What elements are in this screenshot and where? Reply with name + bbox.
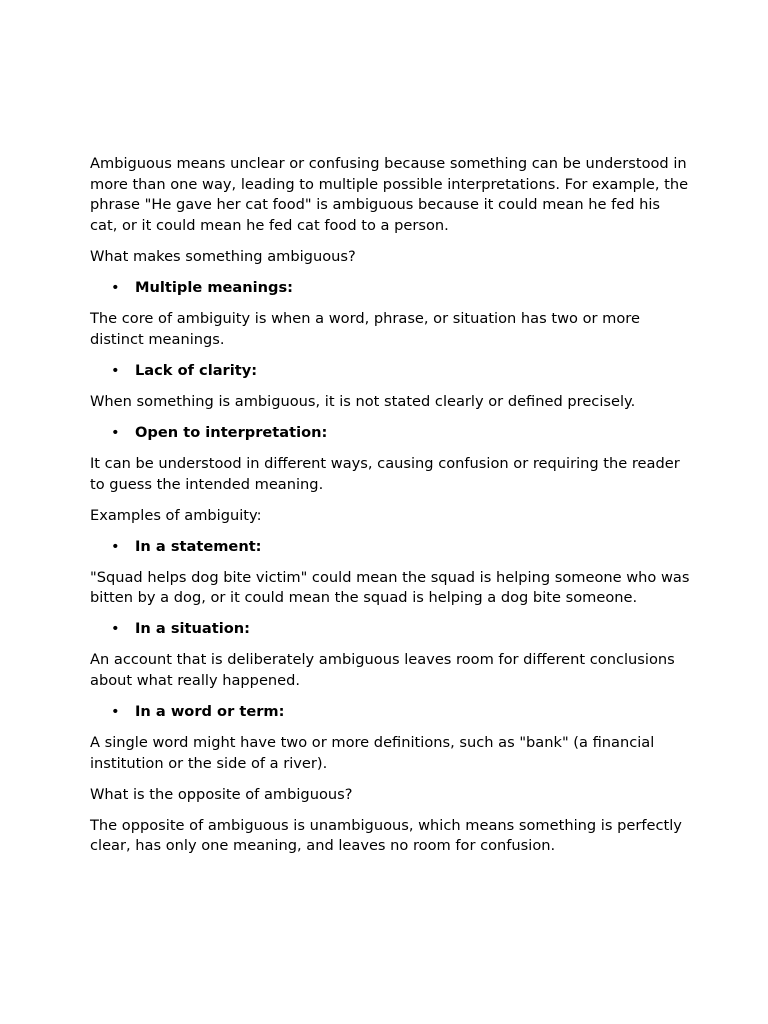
bullet-item-in-statement bbox=[90, 537, 690, 558]
bullet-icon: • bbox=[111, 537, 120, 555]
word-term-paragraph: A single word might have two or more definitions, such as "bank" (a financial institution or the side of a river). bbox=[90, 733, 655, 772]
bullet-label: Multiple meanings: bbox=[135, 279, 294, 297]
what-makes-heading: What makes something ambiguous? bbox=[90, 248, 356, 266]
opposite-heading: What is the opposite of ambiguous? bbox=[90, 785, 353, 803]
bullet-icon: • bbox=[111, 279, 120, 297]
bullet-label: In a statement: bbox=[135, 537, 262, 555]
bullet-item-in-word-term bbox=[90, 702, 690, 723]
bullet-list bbox=[90, 361, 690, 382]
bullet-label: In a situation: bbox=[135, 620, 250, 638]
bullet-list bbox=[90, 619, 690, 640]
bullet-list bbox=[90, 278, 690, 299]
document-body bbox=[90, 154, 690, 867]
bullet-label: Lack of clarity: bbox=[135, 361, 258, 379]
bullet-item-lack-of-clarity bbox=[90, 361, 690, 382]
multiple-meanings-paragraph: The core of ambiguity is when a word, phrase, or situation has two or more distinct meanings. bbox=[90, 310, 640, 348]
examples-heading: Examples of ambiguity: bbox=[90, 506, 262, 524]
bullet-icon: • bbox=[111, 620, 120, 638]
bullet-icon: • bbox=[111, 361, 120, 379]
bullet-icon: • bbox=[111, 702, 120, 720]
bullet-item-multiple-meanings bbox=[90, 278, 690, 299]
intro-paragraph: Ambiguous means unclear or confusing because something can be understood in more than one way, leading to multiple possible interpretations. For example, the phrase "He gave her cat food" is ambiguous because it could mean he fed his cat, or it could mean he fed cat food to a person. bbox=[90, 155, 689, 235]
statement-paragraph: "Squad helps dog bite victim" could mean the squad is helping someone who was bitten by a dog, or it could mean the squad is helping a dog bite someone. bbox=[90, 568, 690, 607]
situation-paragraph: An account that is deliberately ambiguous leaves room for different conclusions about what really happened. bbox=[90, 651, 675, 689]
bullet-icon: • bbox=[111, 423, 120, 441]
bullet-list bbox=[90, 702, 690, 723]
bullet-item-open-interpretation bbox=[90, 423, 690, 444]
lack-of-clarity-paragraph: When something is ambiguous, it is not stated clearly or defined precisely. bbox=[90, 392, 636, 410]
bullet-list bbox=[90, 423, 690, 444]
bullet-item-in-situation bbox=[90, 619, 690, 640]
bullet-label: In a word or term: bbox=[135, 702, 285, 720]
bullet-label: Open to interpretation: bbox=[135, 423, 328, 441]
open-interpretation-paragraph: It can be understood in different ways, causing confusion or requiring the reader to guess the intended meaning. bbox=[90, 454, 680, 493]
bullet-list bbox=[90, 537, 690, 558]
opposite-paragraph: The opposite of ambiguous is unambiguous, which means something is perfectly clear, has only one meaning, and leaves no room for confusion. bbox=[90, 816, 682, 855]
